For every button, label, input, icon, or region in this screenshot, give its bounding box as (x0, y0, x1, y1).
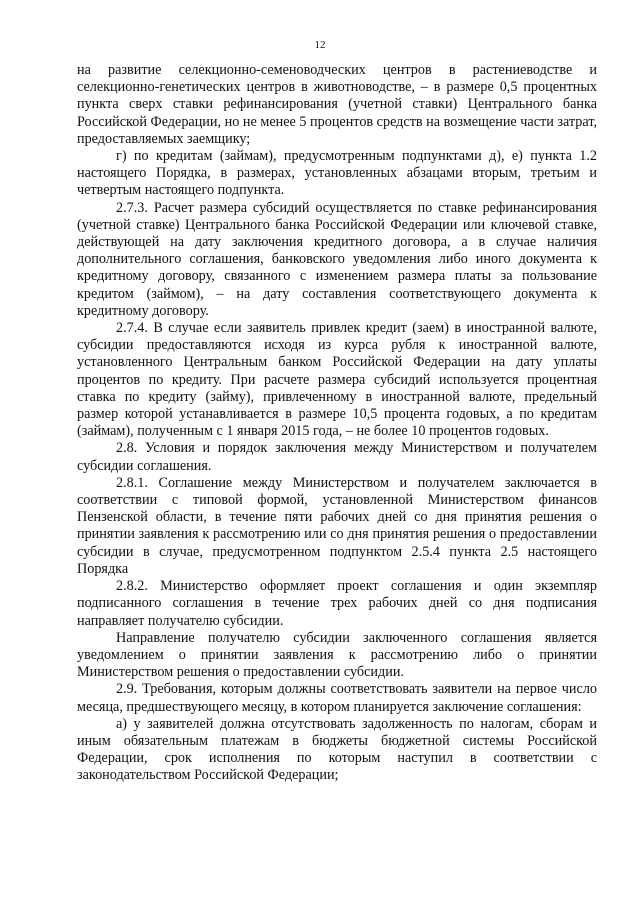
document-body (77, 62, 597, 785)
paragraph-2-7-4: 2.7.4. В случае если заявитель привлек кредит (заем) в иностранной валюте, субсидии предоставляются исходя из курса рубля к иностранной валюте, установленного Центральным банком Российской Федерации на дату уплаты процентов по кредиту. При расчете размера субсидий используется процентная ставка по кредиту (займу), привлеченному в иностранной валюте, предельный размер которой устанавливается в размере 10,5 процента годовых, а по кредитам (займам), полученным с 1 января 2015 года, – не более 10 процентов годовых. (77, 320, 597, 440)
paragraph-item-g: г) по кредитам (займам), предусмотренным подпунктами д), е) пункта 1.2 настоящего Порядка, в размерах, установленных абзацами вторым, третьим и четвертым настоящего подпункта. (77, 148, 597, 199)
paragraph-2-7-3: 2.7.3. Расчет размера субсидий осуществляется по ставке рефинансирования (учетной ставке) Центрального банка Российской Федерации или ключевой ставке, действующей на дату заключения кредитного договора, а в случае наличия дополнительного соглашения, банковского уведомления либо иного документа к кредитному договору, связанного с изменением размера платы за пользование кредитом (займом), – на дату составления соответствующего документа к кредитному договору. (77, 199, 597, 319)
paragraph-item-a: а) у заявителей должна отсутствовать задолженность по налогам, сборам и иным обязательным платежам в бюджеты бюджетной системы Российской Федерации, срок исполнения по которым наступил в соответствии с законодательством Российской Федерации; (77, 715, 597, 784)
paragraph-2-8: 2.8. Условия и порядок заключения между Министерством и получателем субсидии соглашения. (77, 440, 597, 474)
paragraph-notification: Направление получателю субсидии заключенного соглашения является уведомлением о принятии заявления к рассмотрению либо о принятии Министерством решения о предоставлении субсидии. (77, 629, 597, 681)
paragraph-continuation: на развитие селекционно-семеноводческих центров в растениеводстве и селекционно-генетических центров в животноводстве, – в размере 0,5 процентных пункта сверх ставки рефинансирования (учетной ставки) Центрального банка Российской Федерации, но не менее 5 процентов средств на возмещение части затрат, предоставляемых заемщику; (77, 62, 597, 147)
paragraph-2-8-2: 2.8.2. Министерство оформляет проект соглашения и один экземпляр подписанного соглашения в течение трех рабочих дней со дня подписания направляет получателю субсидии. (77, 578, 597, 629)
paragraph-2-8-1: 2.8.1. Соглашение между Министерством и получателем заключается в соответствии с типовой формой, установленной Министерством финансов Пензенской области, в течение пяти рабочих дней со дня принятия решения о принятии заявления к рассмотрению или со дня принятия решения о предоставлении субсидии в случае, предусмотренном подпунктом 2.5.4 пункта 2.5 настоящего Порядка (77, 474, 597, 577)
page-number: 12 (314, 39, 326, 51)
paragraph-2-9: 2.9. Требования, которым должны соответствовать заявители на первое число месяца, предшествующего месяцу, в котором планируется заключение соглашения: (77, 681, 597, 715)
